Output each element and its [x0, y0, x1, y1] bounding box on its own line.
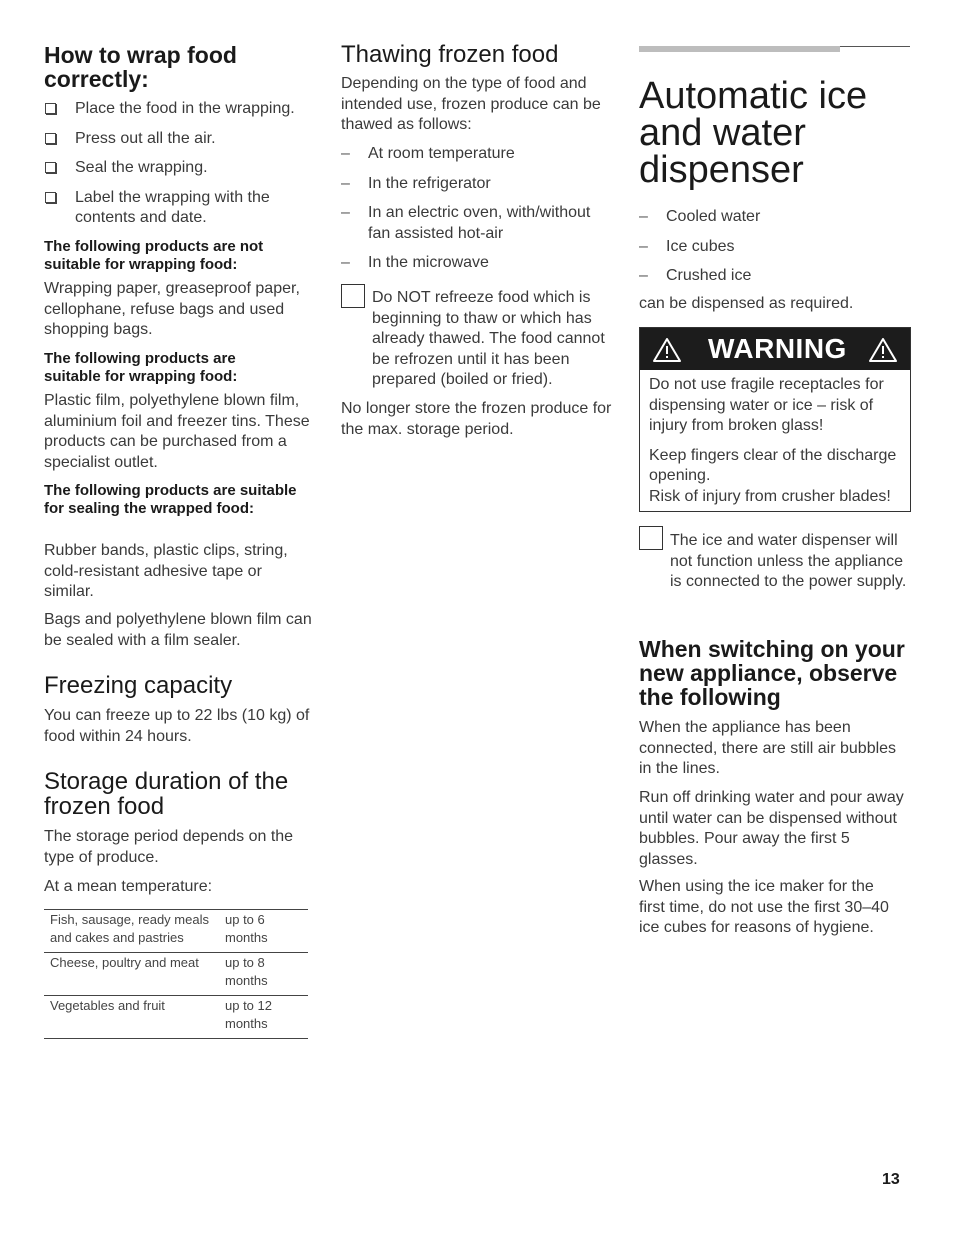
- page-number: 13: [882, 1171, 900, 1188]
- list-item: Label the wrapping with the contents and date.: [44, 188, 314, 229]
- storage-duration-heading: Storage duration of the frozen food: [44, 768, 289, 820]
- table-row: [44, 910, 308, 953]
- list-item: – Cooled water: [639, 207, 911, 228]
- warning-label: WARNING: [708, 333, 847, 364]
- suitable-heading: The following products are suitable for wrapping food:: [44, 350, 238, 385]
- table-row: [44, 953, 308, 996]
- checkbox-icon: [45, 133, 56, 144]
- wrap-heading: How to wrap food correctly:: [44, 42, 237, 92]
- section-rule-bar: [639, 46, 840, 52]
- warning-box: [639, 327, 911, 512]
- warning-header: [640, 328, 910, 370]
- table-cell-food: Fish, sausage, ready meals and cakes and pastries: [44, 910, 219, 953]
- list-item: – In the refrigerator: [341, 174, 616, 195]
- checkbox-icon: [45, 192, 56, 203]
- storage-text: The storage period depends on the type of produce.: [44, 828, 294, 866]
- mean-temp-text: At a mean temperature:: [44, 878, 213, 895]
- list-item: – In the microwave: [341, 253, 616, 274]
- list-item: – Ice cubes: [639, 237, 911, 258]
- wrap-steps-list: [44, 99, 314, 238]
- suitable-text: Plastic film, polyethylene blown film, aluminium foil and freezer tins. These products can be purchased from a specialist outlet.: [44, 392, 310, 471]
- thaw-methods-list: [341, 144, 616, 283]
- switching-text-3: When using the ice maker for the first time, do not use the first 30–40 ice cubes for reasons of hygiene.: [639, 878, 889, 936]
- table-cell-food: Vegetables and fruit: [44, 996, 219, 1039]
- list-item: Seal the wrapping.: [44, 158, 314, 179]
- note-text: Do NOT refreeze food which is beginning to thaw or which has already thawed. The food cannot be refrozen until it has been prepared (boiled or fried).: [372, 289, 605, 388]
- list-item: – Crushed ice: [639, 266, 911, 287]
- checkbox-icon: [45, 103, 56, 114]
- note-text: The ice and water dispenser will not function unless the appliance is connected to the power supply.: [670, 532, 907, 590]
- dispense-text: can be dispensed as required.: [639, 295, 854, 312]
- refreeze-note: [341, 284, 616, 387]
- sealing-heading: The following products are suitable for sealing the wrapped food:: [44, 482, 297, 517]
- sealing-text: Rubber bands, plastic clips, string, cold-resistant adhesive tape or similar.: [44, 542, 288, 600]
- storage-table: [44, 909, 308, 1039]
- power-supply-note: [639, 526, 911, 588]
- table-row: [44, 996, 308, 1039]
- note-icon: [639, 526, 663, 550]
- list-item: – In an electric oven, with/without fan assisted hot-air: [341, 203, 616, 244]
- switching-text-1: When the appliance has been connected, there are still air bubbles in the lines.: [639, 719, 897, 777]
- table-cell-duration: up to 8 months: [219, 953, 308, 996]
- dispense-list: [639, 207, 911, 296]
- warning-text-2: Keep fingers clear of the discharge opening. Risk of injury from crusher blades!: [649, 446, 897, 505]
- thawing-intro: Depending on the type of food and intended use, frozen produce can be thawed as follows:: [341, 75, 601, 133]
- thawing-heading: Thawing frozen food: [341, 41, 559, 68]
- note-icon: [341, 284, 365, 308]
- table-cell-duration: up to 12 months: [219, 996, 308, 1039]
- checkbox-icon: [45, 162, 56, 173]
- not-suitable-heading: The following products are not suitable for wrapping food:: [44, 238, 264, 273]
- list-item: Place the food in the wrapping.: [44, 99, 314, 120]
- switching-on-heading: When switching on your new appliance, observe the following: [639, 636, 905, 710]
- list-item: Press out all the air.: [44, 129, 314, 150]
- warning-triangle-icon: [652, 337, 682, 363]
- not-suitable-text: Wrapping paper, greaseproof paper, cellophane, refuse bags and used shopping bags.: [44, 280, 300, 338]
- switching-text-2: Run off drinking water and pour away until water can be dispensed without bubbles. Pour away the first 5 glasses.: [639, 789, 904, 868]
- freezing-capacity-heading: Freezing capacity: [44, 672, 233, 699]
- dispenser-title: Automatic ice and water dispenser: [639, 75, 868, 191]
- warning-body: [640, 370, 910, 511]
- table-cell-food: Cheese, poultry and meat: [44, 953, 219, 996]
- freezing-capacity-text: You can freeze up to 22 lbs (10 kg) of food within 24 hours.: [44, 707, 310, 745]
- warning-text-1: Do not use fragile receptacles for dispensing water or ice – risk of injury from broken glass!: [649, 376, 884, 434]
- no-longer-store-text: No longer store the frozen produce for the max. storage period.: [341, 400, 612, 438]
- bags-text: Bags and polyethylene blown film can be sealed with a film sealer.: [44, 611, 312, 649]
- list-item: – At room temperature: [341, 144, 616, 165]
- warning-triangle-icon: [868, 337, 898, 363]
- table-cell-duration: up to 6 months: [219, 910, 308, 953]
